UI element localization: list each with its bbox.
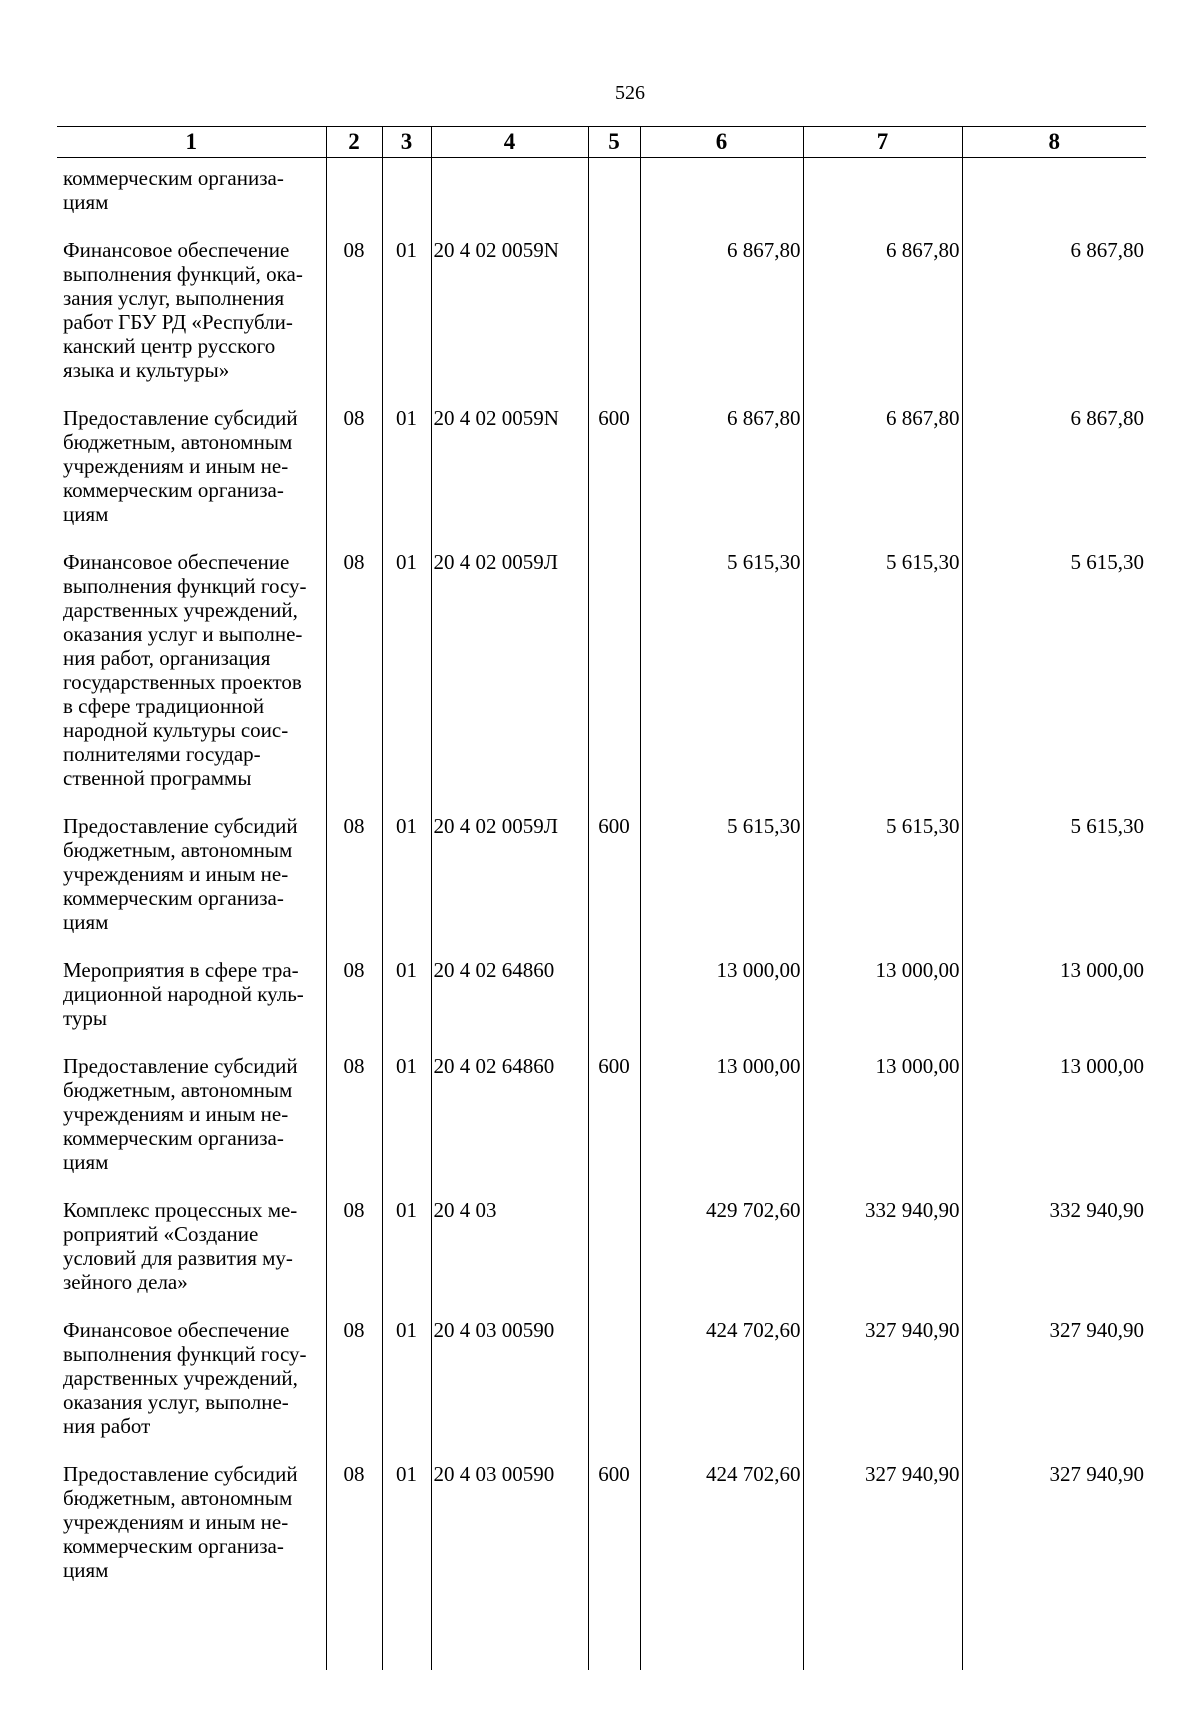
row-name-cell: Комплекс процессных ме- роприятий «Создание условий для развития му- зейного дела»: [57, 1198, 326, 1318]
expense-type-cell: [588, 958, 640, 1054]
row-name-cell: Финансовое обеспечение выполнения функций, ока- зания услуг, выполнения работ ГБУ РД «Республи- канский центр русского языка и культуры»: [57, 238, 326, 406]
row-name-cell: Предоставление субсидий бюджетным, автономным учреждениям и иным не- коммерческим организа- циям: [57, 1462, 326, 1606]
table-body: [57, 158, 1146, 1671]
expense-type-cell: 600: [588, 1462, 640, 1606]
amount-col7-cell: [803, 158, 962, 239]
section-code-cell: 08: [326, 1318, 382, 1462]
table-row: [57, 1462, 1146, 1606]
section-code-cell: [326, 158, 382, 239]
table-header: [57, 127, 1146, 158]
row-name-cell: Предоставление субсидий бюджетным, автономным учреждениям и иным не- коммерческим организа- циям: [57, 1054, 326, 1198]
amount-col7-cell: 6 867,80: [803, 238, 962, 406]
target-article-cell: 20 4 02 0059N: [431, 406, 588, 550]
table-row: [57, 238, 1146, 406]
amount-col7-cell: 6 867,80: [803, 406, 962, 550]
table-row: [57, 1054, 1146, 1198]
amount-col6-cell: [640, 158, 803, 239]
tail-cell: [640, 1606, 803, 1670]
column-header-5: 5: [588, 127, 640, 158]
column-header-4: 4: [431, 127, 588, 158]
amount-col6-cell: 5 615,30: [640, 814, 803, 958]
row-name-cell: коммерческим организа- циям: [57, 158, 326, 239]
tail-cell: [803, 1606, 962, 1670]
amount-col8-cell: [962, 158, 1146, 239]
target-article-cell: 20 4 02 0059Л: [431, 550, 588, 814]
amount-col8-cell: 327 940,90: [962, 1318, 1146, 1462]
section-code-cell: 08: [326, 238, 382, 406]
table-row: [57, 958, 1146, 1054]
table-row: [57, 814, 1146, 958]
amount-col8-cell: 5 615,30: [962, 550, 1146, 814]
target-article-cell: 20 4 03: [431, 1198, 588, 1318]
amount-col6-cell: 13 000,00: [640, 1054, 803, 1198]
expense-type-cell: [588, 550, 640, 814]
amount-col7-cell: 327 940,90: [803, 1462, 962, 1606]
target-article-cell: 20 4 03 00590: [431, 1462, 588, 1606]
amount-col7-cell: 13 000,00: [803, 1054, 962, 1198]
expense-type-cell: [588, 1198, 640, 1318]
section-code-cell: 08: [326, 1054, 382, 1198]
amount-col7-cell: 332 940,90: [803, 1198, 962, 1318]
amount-col6-cell: 6 867,80: [640, 406, 803, 550]
amount-col8-cell: 6 867,80: [962, 406, 1146, 550]
tail-cell: [588, 1606, 640, 1670]
amount-col7-cell: 327 940,90: [803, 1318, 962, 1462]
column-header-8: 8: [962, 127, 1146, 158]
table-tail-row: [57, 1606, 1146, 1670]
row-name-cell: Предоставление субсидий бюджетным, автономным учреждениям и иным не- коммерческим организа- циям: [57, 406, 326, 550]
expense-type-cell: [588, 1318, 640, 1462]
row-name-cell: Финансовое обеспечение выполнения функций госу- дарственных учреждений, оказания услуг и выполне- ния работ, организация государственных проектов в сфере традиционной народной культуры соис- полнителями государ- ственной программы: [57, 550, 326, 814]
subsection-code-cell: 01: [382, 238, 431, 406]
amount-col6-cell: 13 000,00: [640, 958, 803, 1054]
table-row: [57, 1198, 1146, 1318]
target-article-cell: 20 4 02 0059Л: [431, 814, 588, 958]
amount-col6-cell: 6 867,80: [640, 238, 803, 406]
amount-col8-cell: 327 940,90: [962, 1462, 1146, 1606]
subsection-code-cell: 01: [382, 550, 431, 814]
subsection-code-cell: 01: [382, 1318, 431, 1462]
row-name-cell: Предоставление субсидий бюджетным, автономным учреждениям и иным не- коммерческим организа- циям: [57, 814, 326, 958]
expense-type-cell: 600: [588, 406, 640, 550]
column-header-7: 7: [803, 127, 962, 158]
subsection-code-cell: 01: [382, 406, 431, 550]
tail-cell: [431, 1606, 588, 1670]
tail-cell: [382, 1606, 431, 1670]
amount-col6-cell: 424 702,60: [640, 1318, 803, 1462]
column-header-2: 2: [326, 127, 382, 158]
subsection-code-cell: 01: [382, 958, 431, 1054]
subsection-code-cell: 01: [382, 1198, 431, 1318]
section-code-cell: 08: [326, 1462, 382, 1606]
tail-cell: [57, 1606, 326, 1670]
target-article-cell: 20 4 02 0059N: [431, 238, 588, 406]
subsection-code-cell: 01: [382, 814, 431, 958]
amount-col7-cell: 5 615,30: [803, 814, 962, 958]
expense-type-cell: 600: [588, 814, 640, 958]
tail-cell: [326, 1606, 382, 1670]
header-row: [57, 127, 1146, 158]
expense-type-cell: 600: [588, 1054, 640, 1198]
target-article-cell: [431, 158, 588, 239]
column-header-3: 3: [382, 127, 431, 158]
amount-col8-cell: 332 940,90: [962, 1198, 1146, 1318]
amount-col6-cell: 5 615,30: [640, 550, 803, 814]
subsection-code-cell: 01: [382, 1462, 431, 1606]
subsection-code-cell: 01: [382, 1054, 431, 1198]
section-code-cell: 08: [326, 814, 382, 958]
section-code-cell: 08: [326, 406, 382, 550]
amount-col8-cell: 13 000,00: [962, 1054, 1146, 1198]
target-article-cell: 20 4 03 00590: [431, 1318, 588, 1462]
section-code-cell: 08: [326, 958, 382, 1054]
budget-table: [57, 126, 1146, 1670]
section-code-cell: 08: [326, 550, 382, 814]
tail-cell: [962, 1606, 1146, 1670]
row-name-cell: Финансовое обеспечение выполнения функций госу- дарственных учреждений, оказания услуг, выполне- ния работ: [57, 1318, 326, 1462]
amount-col8-cell: 5 615,30: [962, 814, 1146, 958]
row-name-cell: Мероприятия в сфере тра- диционной народной куль- туры: [57, 958, 326, 1054]
amount-col8-cell: 13 000,00: [962, 958, 1146, 1054]
section-code-cell: 08: [326, 1198, 382, 1318]
subsection-code-cell: [382, 158, 431, 239]
table-row: [57, 550, 1146, 814]
amount-col8-cell: 6 867,80: [962, 238, 1146, 406]
expense-type-cell: [588, 238, 640, 406]
table-row: [57, 406, 1146, 550]
amount-col7-cell: 13 000,00: [803, 958, 962, 1054]
expense-type-cell: [588, 158, 640, 239]
target-article-cell: 20 4 02 64860: [431, 1054, 588, 1198]
amount-col6-cell: 429 702,60: [640, 1198, 803, 1318]
column-header-6: 6: [640, 127, 803, 158]
amount-col6-cell: 424 702,60: [640, 1462, 803, 1606]
column-header-1: 1: [57, 127, 326, 158]
amount-col7-cell: 5 615,30: [803, 550, 962, 814]
target-article-cell: 20 4 02 64860: [431, 958, 588, 1054]
table-row: [57, 158, 1146, 239]
page-number: 526: [615, 82, 645, 104]
table-row: [57, 1318, 1146, 1462]
